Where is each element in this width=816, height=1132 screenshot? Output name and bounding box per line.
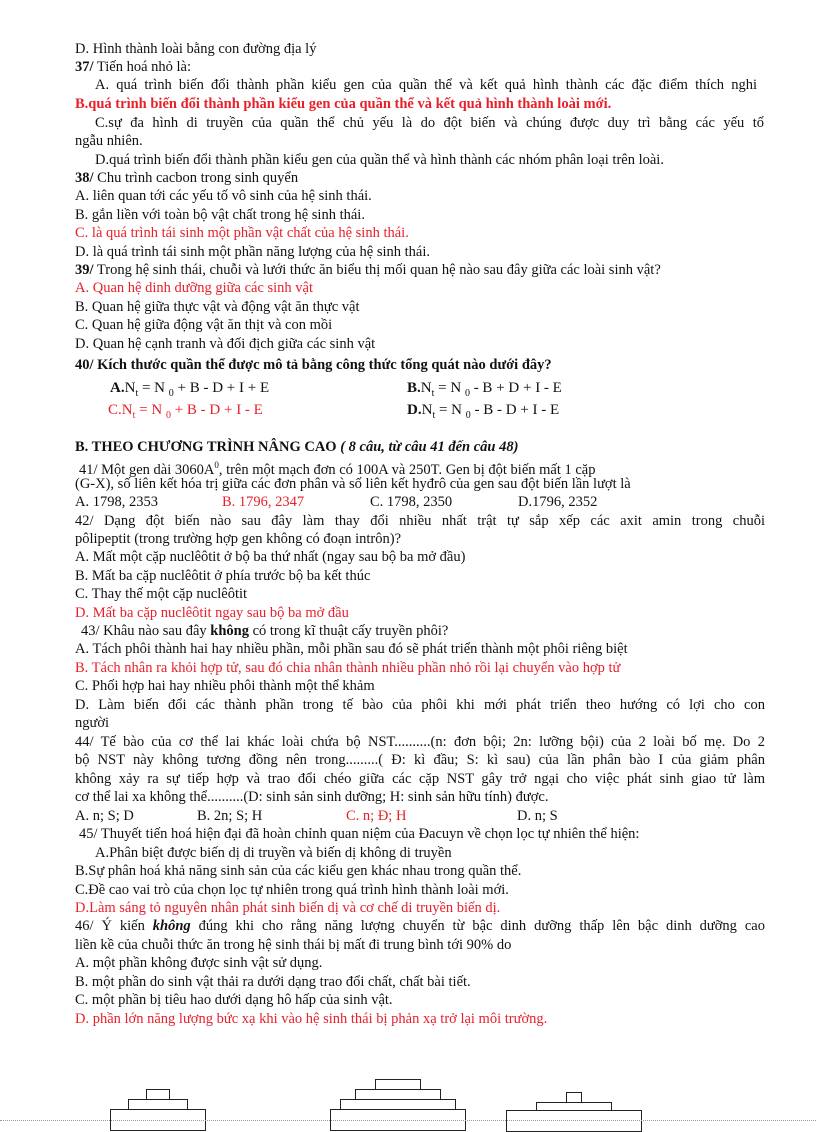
q40-b-eq: = N (434, 380, 465, 396)
q40-a-sub-0: 0 (168, 388, 174, 399)
q43-option-a: A. Tách phôi thành hai hay nhiều phần, mỗi phần sau đó sẽ phát triển thành một phôi riêng biệt (75, 641, 628, 657)
q41-option-b-answer: B. 1796, 2347 (222, 494, 305, 510)
question-38 (75, 169, 767, 187)
q43-option-b-answer: B. Tách nhân ra khỏi hợp tử, sau đó chia nhân thành nhiều phần nhỏ rồi lại chuyển vào hợp tử (75, 660, 621, 676)
q41-sup: 0 (214, 460, 219, 470)
q40-label-d: D. (407, 402, 422, 418)
q42-option-c: C. Thay thế một cặp nuclêôtit (75, 586, 248, 602)
question-46-line2: liền kề của chuỗi thức ăn trong hệ sinh thái bị mất đi trung bình tới 90% do (75, 937, 512, 953)
q43-option-c: C. Phối hợp hai hay nhiều phôi thành một thể khảm (75, 678, 375, 694)
q39-option-c: C. Quan hệ giữa động vật ăn thịt và con mồi (75, 317, 333, 333)
q45-option-d-answer: D.Làm sáng tỏ nguyên nhân phát sinh biến dị và cơ chế di truyền biến dị. (75, 900, 501, 916)
q39-option-d: D. Quan hệ cạnh tranh và đối địch giữa các sinh vật (75, 336, 376, 352)
q40-formula-c-answer (108, 400, 263, 426)
q40-b-sub-t: t (431, 388, 435, 399)
q43-text-post: có trong kĩ thuật cấy truyền phôi? (248, 623, 449, 639)
question-39 (75, 261, 767, 279)
q39-text: Trong hệ sinh thái, chuỗi và lưới thức ăn biểu thị mối quan hệ nào sau đây giữa các loài sinh vật? (93, 262, 661, 278)
q43-emphasis: không (210, 623, 249, 639)
q38-number: 38/ (75, 170, 94, 186)
section-b-title: B. THEO CHƯƠNG TRÌNH NÂNG CAO (75, 439, 337, 455)
q42-option-b: B. Mất ba cặp nuclêôtit ở phía trước bộ ba kết thúc (75, 568, 371, 584)
section-b-note: ( 8 câu, từ câu 41 đến câu 48) (336, 439, 519, 455)
q38-option-a: A. liên quan tới các yếu tố vô sinh của hệ sinh thái. (75, 188, 372, 204)
q45-option-c: C.Đề cao vai trò của chọn lọc tự nhiên trong quá trình hình thành loài mới. (75, 882, 509, 898)
q43-option-d-line2: người (75, 715, 110, 731)
question-42-line2: pôlipeptit (trong trường hợp gen không có đoạn intrôn)? (75, 531, 402, 547)
q40-d-n: N (421, 402, 433, 418)
q41-text-b: , trên một mạch đơn có 100A và 250T. Gen bị đột biến mất 1 cặp (218, 461, 596, 478)
q41-text-a: 41/ Một gen dài 3060A (79, 461, 215, 478)
q46-option-c: C. một phần bị tiêu hao dưới dạng hô hấp của sinh vật. (75, 992, 393, 1008)
q46-text-post: đúng khi cho rằng năng lượng chuyển từ bậc dinh dưỡng thấp lên bậc dinh dưỡng cao (190, 918, 765, 934)
q40-a-eq: = N (138, 380, 169, 396)
q44-option-b: B. 2n; S; H (197, 808, 263, 824)
q40-c-sub-t: t (132, 410, 136, 421)
q40-c-n: N (121, 402, 133, 418)
q39-option-b: B. Quan hệ giữa thực vật và động vật ăn thực vật (75, 299, 360, 315)
q41-option-c: C. 1798, 2350 (370, 494, 453, 510)
q37-option-a: A. quá trình biến đổi thành phần kiểu gen của quần thể và kết quả hình thành các đặc điểm thích nghi (95, 77, 757, 93)
q46-option-d-answer: D. phần lớn năng lượng bức xạ khi vào hệ sinh thái bị phản xạ trở lại môi trường. (75, 1011, 548, 1027)
question-40: 40/ Kích thước quần thể được mô tả bằng công thức tổng quát nào dưới đây? (75, 357, 552, 373)
q37-text: Tiến hoá nhỏ là: (93, 59, 192, 75)
q40-c-sub-0: 0 (165, 410, 171, 421)
q40-d-sub-t: t (432, 410, 436, 421)
line-q36-d: D. Hình thành loài bằng con đường địa lý (75, 41, 317, 57)
question-41-line2: (G-X), số liên kết hóa trị giữa các đơn phân và số liên kết hyđrô của gen sau đột biến lần lượt là (75, 476, 631, 492)
q44-option-d: D. n; S (517, 808, 558, 824)
q37-option-c-line1: C.sự đa hình di truyền của quần thể chủ yếu là do đột biến và chúng được duy trì bằng các yếu tố (95, 115, 764, 131)
q40-label-b: B. (407, 380, 421, 396)
q42-option-a: A. Mất một cặp nuclêôtit ở bộ ba thứ nhất (ngay sau bộ ba mở đầu) (75, 549, 466, 565)
q38-option-b: B. gắn liền với toàn bộ vật chất trong hệ sinh thái. (75, 207, 365, 223)
q45-option-b: B.Sự phân hoá khả năng sinh sản của các kiểu gen khác nhau trong quần thể. (75, 863, 522, 879)
q39-option-a-answer: A. Quan hệ dinh dưỡng giữa các sinh vật (75, 280, 314, 296)
question-46-line1 (75, 917, 765, 935)
section-b-heading (75, 438, 767, 456)
q40-a-rest: + B - D + I + E (173, 380, 270, 396)
question-44-line2: bộ NST này không tương đồng nên trong.........( Đ: kì đầu; S: kì sau) của lần phân bào I của giảm phân (75, 752, 765, 768)
q46-option-b: B. một phần do sinh vật thải ra dưới dạng trao đổi chất, chất bài tiết. (75, 974, 471, 990)
question-45: 45/ Thuyết tiến hoá hiện đại đã hoàn chỉnh quan niệm của Đacuyn về chọn lọc tự nhiên thể hiện: (79, 826, 640, 842)
question-44-line1: 44/ Tế bào của cơ thể lai khác loài chứa bộ NST..........(n: đơn bội; 2n: lưỡng bội) của 2 loài bố mẹ. Do 2 (75, 734, 765, 750)
question-43 (81, 622, 773, 640)
q40-d-sub-0: 0 (465, 410, 471, 421)
q46-text-pre: 46/ Ý kiến (75, 918, 153, 934)
q40-d-eq: = N (435, 402, 466, 418)
q44-option-c-answer: C. n; Đ; H (346, 808, 407, 824)
q46-option-a: A. một phần không được sinh vật sử dụng. (75, 955, 323, 971)
q40-d-rest: - B - D + I - E (470, 402, 560, 418)
q45-option-a: A.Phân biệt được biến dị di truyền và biến dị không di truyền (95, 845, 452, 861)
q41-option-d: D.1796, 2352 (518, 494, 598, 510)
q38-option-d: D. là quá trình tái sinh một phần năng lượng của hệ sinh thái. (75, 244, 431, 260)
q46-emphasis: không (152, 918, 191, 934)
q40-label-c: C. (108, 402, 122, 418)
q37-option-d: D.quá trình biến đổi thành phần kiểu gen của quần thể và hình thành các nhóm phân loại trên loài. (95, 152, 664, 168)
q37-option-b-answer: B.quá trình biến đổi thành phần kiểu gen của quần thể và kết quả hình thành loài mới. (75, 96, 612, 112)
q40-b-n: N (420, 380, 432, 396)
q40-b-sub-0: 0 (464, 388, 470, 399)
q40-a-n: N (124, 380, 136, 396)
q40-c-rest: + B - D + I - E (170, 402, 263, 418)
q43-text-pre: 43/ Khâu nào sau đây (81, 623, 211, 639)
question-44-line4: cơ thể lai xa không thể..........(D: sinh sản sinh dưỡng; H: sinh sản hữu tính) được. (75, 789, 549, 805)
q40-label-a: A. (110, 380, 125, 396)
q40-b-rest: - B + D + I - E (469, 380, 562, 396)
q40-formula-d (407, 400, 559, 426)
question-44-line3: không xảy ra sự tiếp hợp và trao đổi chéo giữa các cặp NST gây trở ngại cho việc phát sinh giao tử làm (75, 771, 765, 787)
q42-option-d-answer: D. Mất ba cặp nuclêôtit ngay sau bộ ba mở đầu (75, 605, 349, 621)
q40-a-sub-t: t (135, 388, 139, 399)
question-37 (75, 58, 767, 76)
q37-number: 37/ (75, 59, 94, 75)
q39-number: 39/ (75, 262, 94, 278)
q43-option-d-line1: D. Làm biến đổi các thành phần trong tế bào của phôi khi mới phát triển theo hướng có lợi cho con (75, 697, 765, 713)
q40-c-eq: = N (135, 402, 166, 418)
q37-option-c-line2: ngẫu nhiên. (75, 133, 143, 149)
q44-option-a: A. n; S; D (75, 808, 134, 824)
q38-text: Chu trình cacbon trong sinh quyển (93, 170, 299, 186)
q38-option-c-answer: C. là quá trình tái sinh một phần vật chất của hệ sinh thái. (75, 225, 409, 241)
page-bottom-dotted-rule (0, 1120, 816, 1121)
question-42-line1: 42/ Dạng đột biến nào sau đây làm thay đổi nhiều nhất trật tự sắp xếp các axit amin trong chuỗi (75, 513, 765, 529)
q41-option-a: A. 1798, 2353 (75, 494, 158, 510)
